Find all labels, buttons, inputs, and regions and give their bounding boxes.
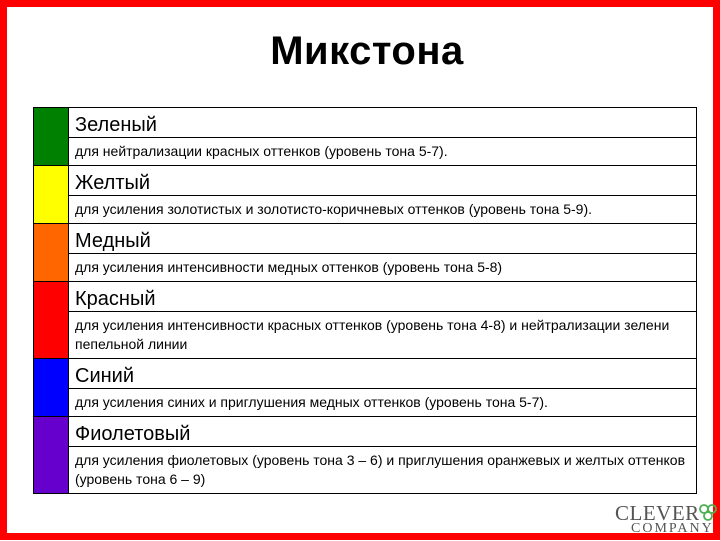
table-row	[34, 359, 696, 417]
color-description: для усиления золотистых и золотисто-коричневых оттенков (уровень тона 5-9).	[75, 201, 593, 217]
color-name: Медный	[69, 224, 696, 254]
color-swatch-copper	[34, 224, 69, 281]
table-row	[34, 417, 696, 493]
company-logo	[615, 501, 719, 541]
color-swatch-green	[34, 108, 69, 165]
color-name: Фиолетовый	[69, 417, 696, 447]
color-name: Синий	[69, 359, 696, 389]
color-swatch-yellow	[34, 166, 69, 223]
color-description: для усиления интенсивности красных оттенков (уровень тона 4-8) и нейтрализации зелени пепельной линии	[75, 317, 670, 352]
table-row	[34, 108, 696, 166]
color-swatch-violet	[34, 417, 69, 493]
color-name: Красный	[69, 282, 696, 312]
color-name: Желтый	[69, 166, 696, 196]
clover-icon	[697, 503, 719, 523]
table-row	[34, 166, 696, 224]
page-title: Микстона	[270, 29, 464, 73]
color-name: Зеленый	[69, 108, 696, 138]
color-description: для усиления интенсивности медных оттенков (уровень тона 5-8)	[75, 259, 503, 275]
logo-text-top: CLEVER	[615, 501, 700, 525]
color-swatch-red	[34, 282, 69, 358]
table-row	[34, 282, 696, 359]
color-table	[33, 107, 697, 494]
logo-text-bottom: COMPANY	[631, 521, 714, 536]
table-row	[34, 224, 696, 282]
color-description: для усиления синих и приглушения медных оттенков (уровень тона 5-7).	[75, 394, 548, 410]
color-description: для нейтрализации красных оттенков (уровень тона 5-7).	[75, 143, 448, 159]
color-description: для усиления фиолетовых (уровень тона 3 – 6) и приглушения оранжевых и желтых оттенков (уровень тона 6 – 9)	[75, 452, 686, 487]
color-swatch-blue	[34, 359, 69, 416]
